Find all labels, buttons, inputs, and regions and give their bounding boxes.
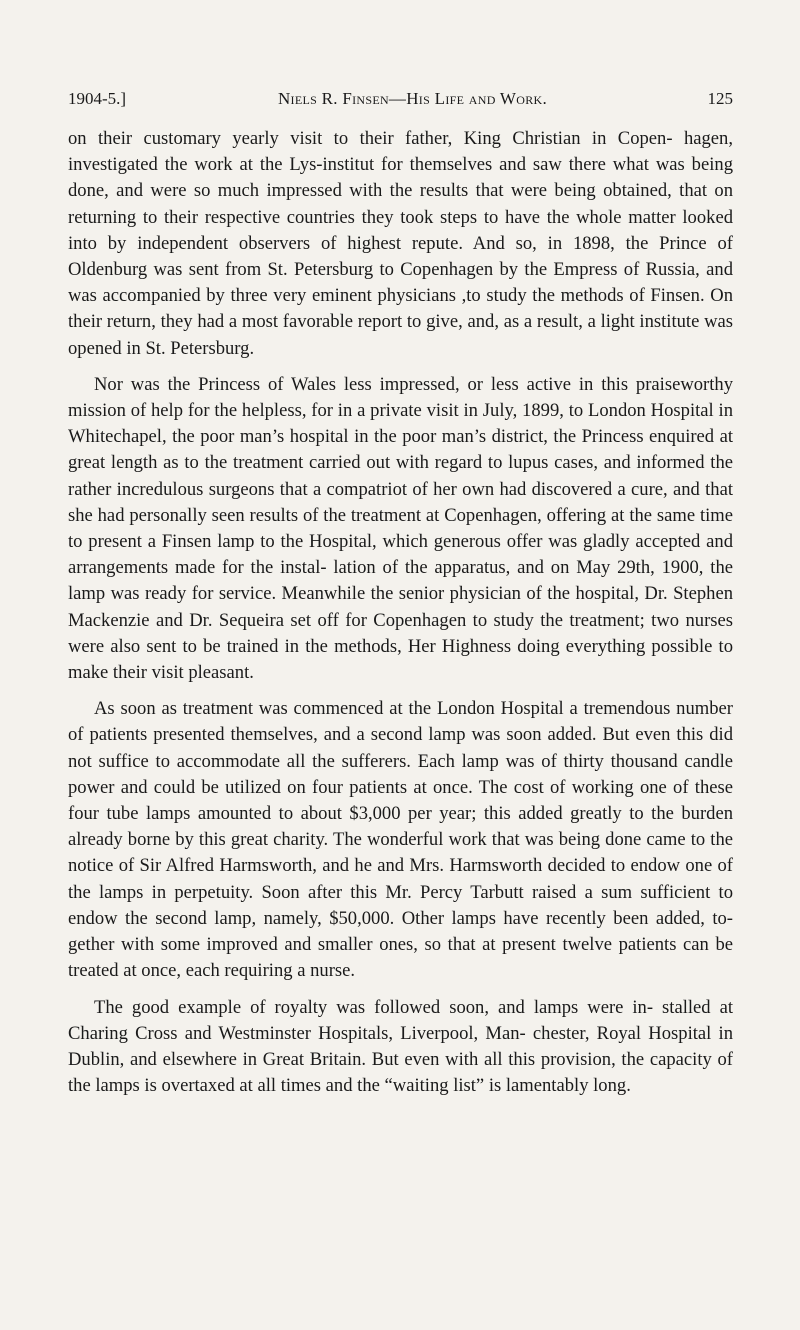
paragraph-1: on their customary yearly visit to their father, King Christian in Copen- hagen, investigated the work at the Lys-institut for themselves and saw there what was being done, and were so much impressed with the results that were being obtained, that on returning to their respective countries they took steps to have the whole matter looked into by independent observers of highest repute. And so, in 1898, the Prince of Oldenburg was sent from St. Petersburg to Copenhagen by the Empress of Russia, and was accompanied by three very eminent physicians ,to study the methods of Finsen. On their return, they had a most favorable report to give, and, as a result, a light institute was opened in St. Petersburg. — [68, 128, 733, 359]
paragraph-2: Nor was the Princess of Wales less impressed, or less active in this praiseworthy mission of help for the helpless, for in a private visit in July, 1899, to London Hospital in Whitechapel, the poor man’s hospital in the poor man’s district, the Princess enquired at great length as to the treatment carried out with regard to lupus cases, and informed the rather incredulous surgeons that a compatriot of her own had discovered a cure, and that she had personally seen results of the treatment at Copenhagen, offering at the same time to present a Finsen lamp to the Hospital, which generous offer was gladly accepted and arrangements made for the instal- lation of the apparatus, and on May 29th, 1900, the lamp was ready for service. Meanwhile the senior physician of the hospital, Dr. Stephen Mackenzie and Dr. Sequeira set off for Copenhagen to study the treatment; two nurses were also sent to be trained in the methods, Her Highness doing everything possible to make their visit pleasant. — [68, 373, 733, 684]
running-head — [68, 86, 733, 112]
page-number: 125 — [707, 89, 733, 108]
running-head-date: 1904-5.] — [68, 89, 127, 108]
paragraph-4: The good example of royalty was followed soon, and lamps were in- stalled at Charing Cross and Westminster Hospitals, Liverpool, Man- chester, Royal Hospital in Dublin, and elsewhere in Great Britain. But even with all this provision, the capacity of the lamps is overtaxed at all times and the “waiting list” is lamentably long. — [68, 996, 733, 1097]
body-text — [68, 126, 733, 1109]
paragraph-3: As soon as treatment was commenced at the London Hospital a tremendous number of patients presented themselves, and a second lamp was soon added. But even this did not suffice to accommodate all the sufferers. Each lamp was of thirty thousand candle power and could be utilized on four patients at once. The cost of working one of these four tube lamps amounted to about $3,000 per year; this added greatly to the burden already borne by this great charity. The wonderful work that was being done came to the notice of Sir Alfred Harmsworth, and he and Mrs. Harmsworth decided to endow one of the lamps in perpetuity. Soon after this Mr. Percy Tarbutt raised a sum sufficient to endow the second lamp, namely, $50,000. Other lamps have recently been added, to- gether with some improved and smaller ones, so that at present twelve patients can be treated at once, each requiring a nurse. — [68, 698, 733, 982]
running-head-title: Niels R. Finsen—His Life and Work. — [277, 89, 548, 108]
